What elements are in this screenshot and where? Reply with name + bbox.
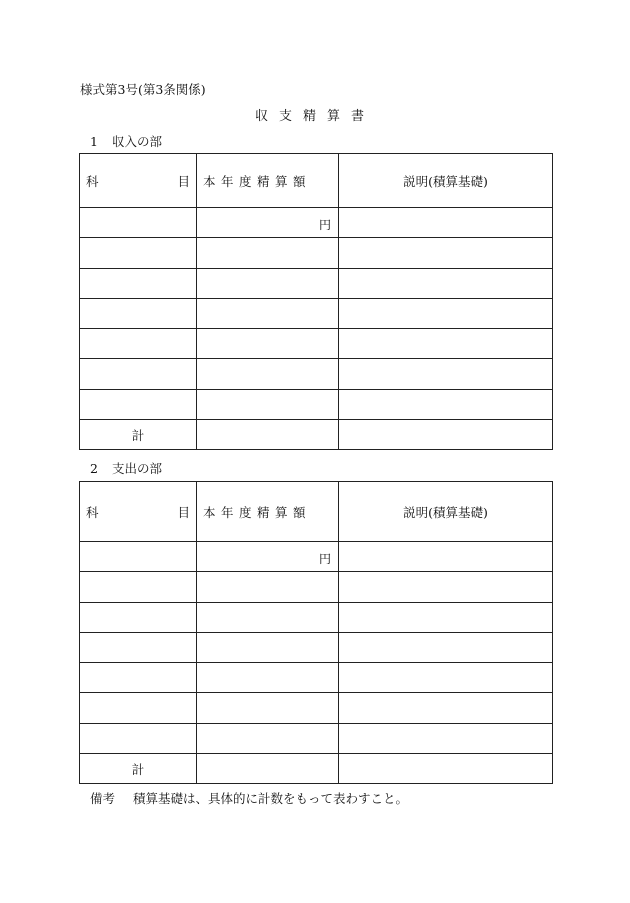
expense-header-item-left: 科 (86, 504, 99, 520)
income-header-description-label: 説明(積算基礎) (403, 173, 488, 189)
expense-total-amount-cell[interactable] (197, 754, 339, 784)
expense-header-description-label: 説明(積算基礎) (403, 504, 488, 520)
expense-row (80, 723, 553, 753)
expense-row (80, 693, 553, 723)
expense-amount-cell[interactable] (197, 663, 339, 693)
expense-header-row (80, 482, 553, 542)
expense-amount-cell[interactable] (197, 632, 339, 662)
income-row (80, 329, 553, 359)
income-item-cell[interactable] (80, 268, 197, 298)
expense-row (80, 632, 553, 662)
expense-row (80, 663, 553, 693)
expense-amount-cell[interactable] (197, 723, 339, 753)
expense-item-cell[interactable] (80, 572, 197, 602)
income-item-cell[interactable] (80, 208, 197, 238)
income-row (80, 359, 553, 389)
income-header-description (339, 154, 553, 208)
expense-header-amount (197, 482, 339, 542)
expense-description-cell[interactable] (339, 663, 553, 693)
expense-header-item (80, 482, 197, 542)
income-table (79, 153, 553, 450)
expense-row (80, 572, 553, 602)
income-description-cell[interactable] (339, 268, 553, 298)
remark-note (90, 789, 408, 807)
expense-item-cell[interactable] (80, 602, 197, 632)
document-title: 収支精算書 (254, 109, 375, 124)
expense-row (80, 602, 553, 632)
income-amount-cell[interactable] (197, 329, 339, 359)
income-description-cell[interactable] (339, 329, 553, 359)
income-total-amount-cell[interactable] (197, 420, 339, 450)
income-row (80, 298, 553, 328)
income-amount-cell[interactable] (197, 208, 339, 238)
income-header-row (80, 154, 553, 208)
expense-section-title: 支出の部 (111, 461, 162, 476)
expense-amount-cell[interactable] (197, 542, 339, 572)
expense-description-cell[interactable] (339, 572, 553, 602)
expense-amount-cell[interactable] (197, 572, 339, 602)
income-section-heading (90, 132, 162, 150)
income-item-cell[interactable] (80, 359, 197, 389)
income-section-title: 収入の部 (111, 134, 162, 149)
expense-total-label: 計 (80, 754, 197, 784)
expense-header-amount-label: 本年度精算額 (203, 504, 312, 520)
income-row (80, 208, 553, 238)
expense-total-row (80, 754, 553, 784)
expense-header-item-right: 目 (177, 504, 190, 520)
expense-table (79, 481, 553, 784)
income-total-label: 計 (80, 420, 197, 450)
income-row (80, 238, 553, 268)
income-item-cell[interactable] (80, 238, 197, 268)
income-description-cell[interactable] (339, 298, 553, 328)
expense-description-cell[interactable] (339, 632, 553, 662)
income-amount-cell[interactable] (197, 298, 339, 328)
income-item-cell[interactable] (80, 389, 197, 419)
expense-unit-label: 円 (318, 551, 331, 566)
expense-total-description-cell[interactable] (339, 754, 553, 784)
income-total-description-cell[interactable] (339, 420, 553, 450)
expense-section-number: 2 (90, 461, 98, 476)
income-header-item (80, 154, 197, 208)
expense-description-cell[interactable] (339, 542, 553, 572)
form-number-label: 様式第3号(第3条関係) (80, 82, 206, 97)
income-section-number: 1 (90, 134, 98, 149)
income-amount-cell[interactable] (197, 359, 339, 389)
expense-amount-cell[interactable] (197, 602, 339, 632)
income-header-item-left: 科 (86, 173, 99, 189)
remark-text: 積算基礎は、具体的に計数をもって表わすこと。 (132, 791, 408, 806)
expense-header-description (339, 482, 553, 542)
expense-description-cell[interactable] (339, 723, 553, 753)
expense-item-cell[interactable] (80, 632, 197, 662)
income-total-row (80, 420, 553, 450)
income-amount-cell[interactable] (197, 268, 339, 298)
income-unit-label: 円 (318, 217, 331, 232)
expense-section-heading (90, 459, 162, 477)
income-item-cell[interactable] (80, 298, 197, 328)
income-description-cell[interactable] (339, 238, 553, 268)
expense-item-cell[interactable] (80, 693, 197, 723)
income-item-cell[interactable] (80, 329, 197, 359)
expense-description-cell[interactable] (339, 693, 553, 723)
income-description-cell[interactable] (339, 389, 553, 419)
income-amount-cell[interactable] (197, 389, 339, 419)
income-header-amount (197, 154, 339, 208)
income-header-item-right: 目 (177, 173, 190, 189)
income-header-amount-label: 本年度精算額 (203, 173, 312, 189)
expense-item-cell[interactable] (80, 663, 197, 693)
income-description-cell[interactable] (339, 359, 553, 389)
expense-row (80, 542, 553, 572)
income-row (80, 389, 553, 419)
income-row (80, 268, 553, 298)
income-amount-cell[interactable] (197, 238, 339, 268)
expense-item-cell[interactable] (80, 542, 197, 572)
expense-item-cell[interactable] (80, 723, 197, 753)
income-description-cell[interactable] (339, 208, 553, 238)
remark-label: 備考 (90, 791, 116, 806)
expense-amount-cell[interactable] (197, 693, 339, 723)
expense-description-cell[interactable] (339, 602, 553, 632)
